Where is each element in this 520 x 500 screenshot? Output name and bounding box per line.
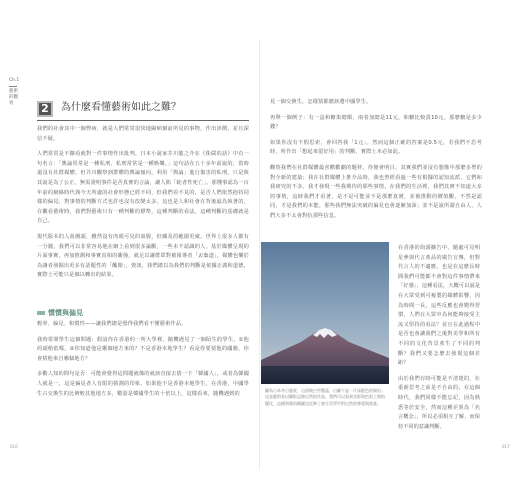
mountain-landscape-image <box>261 242 389 384</box>
page-number-left: 016 <box>10 444 18 449</box>
paragraph: 多數人知的問句是否：可能會覺得這問題就像的就該直接去猜一下「韓國人」，或者為韓國人就是一，這是偏見者人有限的猜測的印象。如果他不是香港本地學生，在香港，中國學生占交換生的比例較其他地方多，數量是韓國學生的十倍以上，這樣看來，隨機遇到的 <box>37 371 249 397</box>
paragraph: 我時常問學生這個問題：假設你在香港的一所大學裡，隨機遇見了一個陌生的學生，①他的頭稍低嗎，②你知道他是哪個地方來的？不是香港本地學生？看是你要猜他的國籍，你會猜他來自哪個地方？ <box>37 336 249 362</box>
mount-fuji-photo <box>261 242 389 384</box>
right-body-top <box>270 98 482 228</box>
chapter-number-badge: 2 <box>37 101 53 117</box>
subheading-marker-icon <box>37 311 45 315</box>
left-body-top <box>37 125 249 287</box>
chapter-title: 為什麼看懂藝術如此之難？ <box>61 102 181 113</box>
paragraph: 現代版本的人血饅頭，雖然沒有肉眼可見的血腥，但藏及的範圍更廣。世界上很多人都有一分鐘，我們可以非常容易地在網上看到很多論斷，一些未不認識的人。基於媒體呈現的片面事實，再加推測和事實真相的衝撞，就足以讓群眾對被報導者「丟棄道」，媒體也樂於為讓者發掘出更多有話題性的「醜聞」，資訊，我們總以為我們的判斷是依據正義和道德，實際上可能只是個以轉出的結果。 <box>37 233 249 279</box>
paragraph: 觀察我們在社群媒體最喜歡歡劇的題材，你便會明白，其實我們並沒有想像中那麼多聖的對全新的建築；我在社群媒體上推介品時，我也曾經看過一些有根據的認知流派，它們和我研究的不多，我才發現一些我期待的那些事情，在我們的生活裡，我們其實不知道大多的事情，這時我們才看著，是不是可能並不是那麼真實，並被推動的價值觀，不然是認同，才是我們的本能，那些我們無法突破的偏見也會逐漸加深；並不是說所謂自由人，人們大多不太會對抗那些信息。 <box>270 164 482 219</box>
paragraph: 輕率、偏見、和慣性——讓我們總是覺得我們看不懂藝術作品。 <box>37 321 187 327</box>
side-tab-part: Ch.1 <box>9 78 20 83</box>
left-body-bottom <box>37 320 249 405</box>
paragraph: 如果你沒有不假思索，會回答我「1元」。然而這個正確的答案是0.5元，若我們不思考時，所作出「想起來很好用」的判斷，實際上未必如此。 <box>270 139 482 156</box>
paragraph: 再舉一個例子：有一盒和糖果總額，兩者加總是11元，和糖比較貴10元，那麼糖是多少錢？ <box>270 114 482 131</box>
paragraph: 見一個交換生，怎樣猜都應該選中國學生。 <box>270 99 372 105</box>
paragraph: 我們的社會其中一個弊病，就是人們常常很快地歸納個前所見的事物，作出評價，並且深信不疑。 <box>37 126 249 142</box>
side-tab <box>9 78 19 107</box>
page-number-right: 017 <box>502 444 510 449</box>
side-tab-divider <box>9 86 17 87</box>
section-subheading <box>37 308 83 318</box>
photo-caption: 圖為日本冬日風景，山頂被白雪覆蓋，山腳下是一片深藍色的湖泊。這是藝術家以攝影記錄自然的作品，我們可以看到光影與色彩之間的變化，這種和諧的構圖也反映了東方美學中對自然的尊重與欣賞。 <box>265 388 385 406</box>
page-gutter <box>259 40 260 470</box>
right-body-column <box>398 244 480 432</box>
paragraph: 由於我們有時可能是不清楚的，在重新思考之前是不自由的。在這個時代，我們同樣不能忘記，因為熟悉等於安全，然而這種差異為「名言概念」，所以必須相互了解，而保持不同的意識判斷。 <box>398 375 480 430</box>
subheading-text: 慣慣與偏見 <box>48 309 83 317</box>
paragraph: 在香港的街頭擴告中，隨處可見明星參與代言產品的廣告宣傳，但對代言人的不適應，也是在這麼長時間我們可能都不會對這件事情帶來「好感」，這種看法，大概可以說是在大眾受到可複製的媒體影響，因為時間一長，這些反應也會變得習慣，人們在大眾中為何能夠接受主流又堅持的看法？並且在此過程中是否也會讓我們之後對美學和所有不同的文化背景產生了不同的判斷？我們又要怎麼去發現這個差距？ <box>398 245 480 367</box>
chapter-title-rule <box>37 120 249 121</box>
paragraph: 人們常常是不擴看就對一件事情作出批判。日本小說家芥川龍之介在《侏儒的話》中有一句名言：「輿論常常是一種私刑，私刑常常是一種娛樂。」這句話在五十多年前說的，當時還沒有社群媒體。但芥川觀察到群體的輿論傾向，利用「輿論」進行傷害的私刑，只是與其說是為了公正，無需證明事件是否真實的言論，讓人陷「蛇者性死亡」。那懂事認為一百年前的網絡時代與今天所處的社會形態已經不同，但我們看不見的，是否人們依然抱持同樣的偏見，對事情的判斷方式也許也沒有改變太多。這也是人和社會在背後最為執著的，在觀看藝術時，我們對藝術只有一種判斷的標準，這種判斷的看法，這種判斷的基礎就是自己。 <box>37 151 249 225</box>
side-tab-title: 藝術的觀看 <box>9 89 18 106</box>
